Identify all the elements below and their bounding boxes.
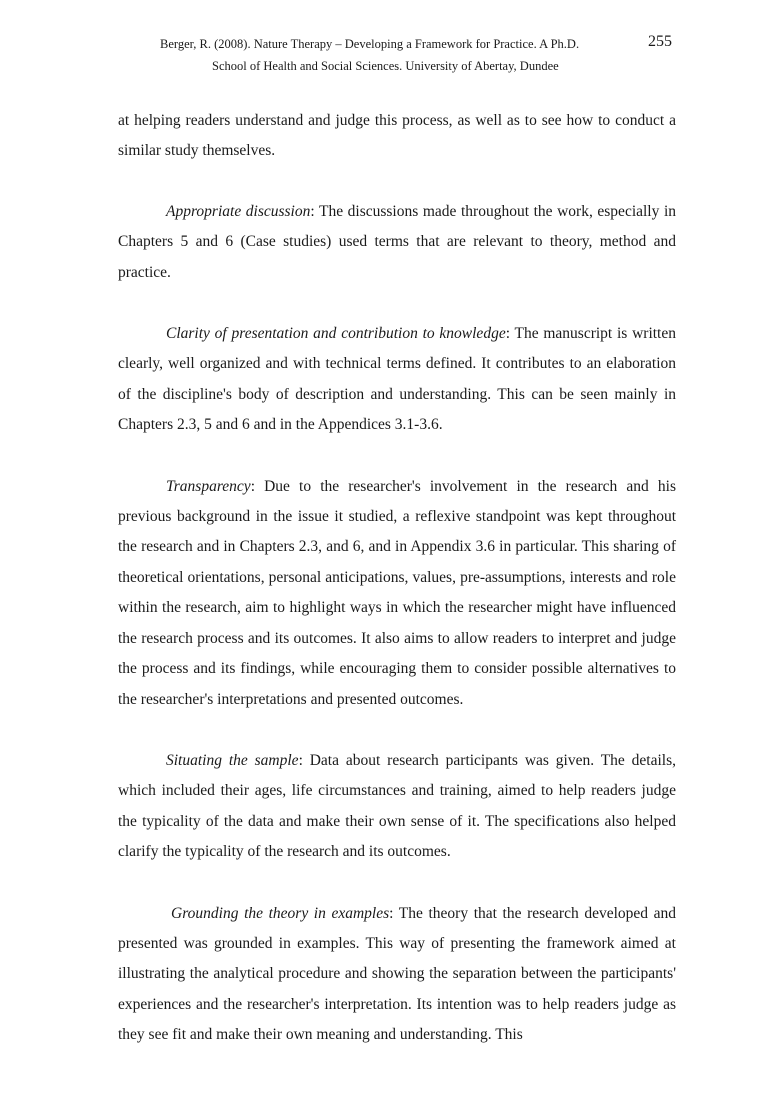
paragraph-heading: Transparency bbox=[166, 477, 251, 495]
paragraph-text: at helping readers understand and judge this process, as well as to see how to conduct a similar study themselves. bbox=[118, 112, 676, 160]
paragraph-continuation bbox=[118, 106, 676, 167]
paragraph-heading: Situating the sample bbox=[166, 751, 299, 769]
header-institution: School of Health and Social Sciences. University of Abertay, Dundee bbox=[212, 59, 559, 73]
paragraph-transparency bbox=[118, 472, 676, 715]
paragraph-grounding-theory bbox=[118, 899, 676, 1051]
page-number: 255 bbox=[648, 33, 672, 50]
page-body bbox=[118, 106, 676, 1082]
paragraph-text: : Data about research participants was given. The details, which included their ages, life circumstances and training, aimed to help readers judge the typicality of the data and make their own sense of it. The specifications also helped clarify the typicality of the research and its outcomes. bbox=[118, 751, 676, 861]
paragraph-text: : Due to the researcher's involvement in the research and his previous background in the issue it studied, a reflexive standpoint was kept throughout the research and in Chapters 2.3, and 6, and in Appendix 3.6 in particular. This sharing of theoretical orientations, personal anticipations, values, pre-assumptions, interests and role within the research, aim to highlight ways in which the researcher might have influenced the research process and its outcomes. It also aims to allow readers to interpret and judge the process and its findings, while encouraging them to consider possible alternatives to the researcher's interpretations and presented outcomes. bbox=[118, 477, 676, 708]
paragraph-text: : The manuscript is written clearly, well organized and with technical terms defined. It contributes to an elaboration of the discipline's body of description and understanding. This can be seen mainly in Chapters 2.3, 5 and 6 and in the Appendices 3.1-3.6. bbox=[118, 325, 676, 434]
paragraph-heading: Appropriate discussion bbox=[166, 202, 311, 220]
paragraph-text: : The theory that the research developed and presented was grounded in examples. This way of presenting the framework aimed at illustrating the analytical procedure and showing the separation between the participants' experiences and the researcher's interpretation. Its intention was to help readers judge as they see fit and make their own meaning and understanding. This bbox=[118, 904, 677, 1044]
paragraph-heading: Grounding the theory in examples bbox=[171, 904, 390, 922]
paragraph-clarity bbox=[118, 319, 676, 441]
paragraph-situating-sample bbox=[118, 746, 676, 868]
paragraph-heading: Clarity of presentation and contribution to knowledge bbox=[166, 325, 506, 343]
paragraph-appropriate-discussion bbox=[118, 197, 676, 288]
paragraph-text: : The discussions made throughout the work, especially in Chapters 5 and 6 (Case studies) used terms that are relevant to theory, method and practice. bbox=[118, 202, 676, 281]
header-citation: Berger, R. (2008). Nature Therapy – Developing a Framework for Practice. A Ph.D. bbox=[160, 37, 580, 51]
